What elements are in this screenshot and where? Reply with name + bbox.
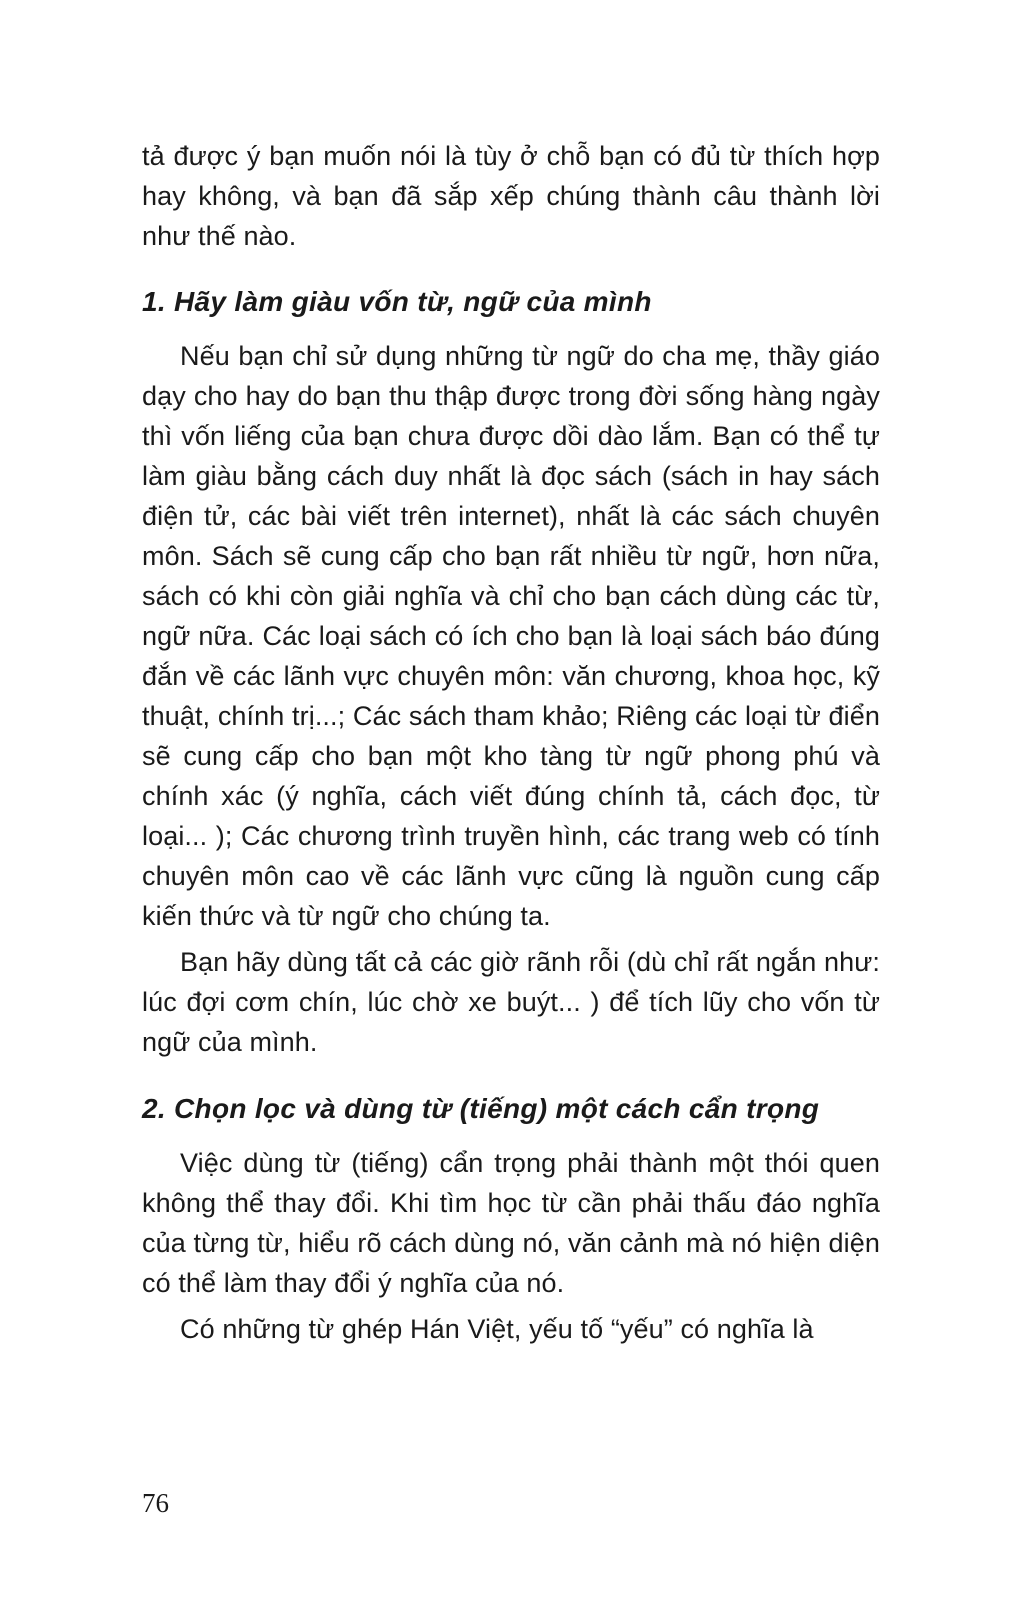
page-number: 76 [142, 1488, 169, 1518]
section-2-paragraph-1: Việc dùng từ (tiếng) cẩn trọng phải thành một thói quen không thể thay đổi. Khi tìm học từ cần phải thấu đáo nghĩa của từng từ, hiểu rõ cách dùng nó, văn cảnh mà nó hiện diện có thể làm thay đổi ý nghĩa của nó. [142, 1148, 880, 1298]
section-1-paragraph-2: Bạn hãy dùng tất cả các giờ rãnh rỗi (dù chỉ rất ngắn như: lúc đợi cơm chín, lúc chờ xe buýt... ) để tích lũy cho vốn từ ngữ của mình. [142, 947, 880, 1057]
section-1-heading: 1. Hãy làm giàu vốn từ, ngữ của mình [142, 286, 652, 317]
book-page-body [142, 136, 880, 1349]
section-2-heading: 2. Chọn lọc và dùng từ (tiếng) một cách cẩn trọng [142, 1093, 820, 1124]
section-2-paragraph-2: Có những từ ghép Hán Việt, yếu tố “yếu” có nghĩa là [180, 1314, 814, 1344]
section-1-paragraph-1: Nếu bạn chỉ sử dụng những từ ngữ do cha mẹ, thầy giáo dạy cho hay do bạn thu thập được trong đời sống hàng ngày thì vốn liếng của bạn chưa được dồi dào lắm. Bạn có thể tự làm giàu bằng cách duy nhất là đọc sách (sách in hay sách điện tử, các bài viết trên internet), nhất là các sách chuyên môn. Sách sẽ cung cấp cho bạn rất nhiều từ ngữ, hơn nữa, sách có khi còn giải nghĩa và chỉ cho bạn cách dùng các từ, ngữ nữa. Các loại sách có ích cho bạn là loại sách báo đúng đắn về các lãnh vực chuyên môn: văn chương, khoa học, kỹ thuật, chính trị...; Các sách tham khảo; Riêng các loại từ điển sẽ cung cấp cho bạn một kho tàng từ ngữ phong phú và chính xác (ý nghĩa, cách viết đúng chính tả, cách đọc, từ loại... ); Các chương trình truyền hình, các trang web có tính chuyên môn cao về các lãnh vực cũng là nguồn cung cấp kiến thức và từ ngữ cho chúng ta. [142, 341, 880, 931]
opening-paragraph: tả được ý bạn muốn nói là tùy ở chỗ bạn có đủ từ thích hợp hay không, và bạn đã sắp xếp chúng thành câu thành lời như thế nào. [142, 141, 880, 251]
